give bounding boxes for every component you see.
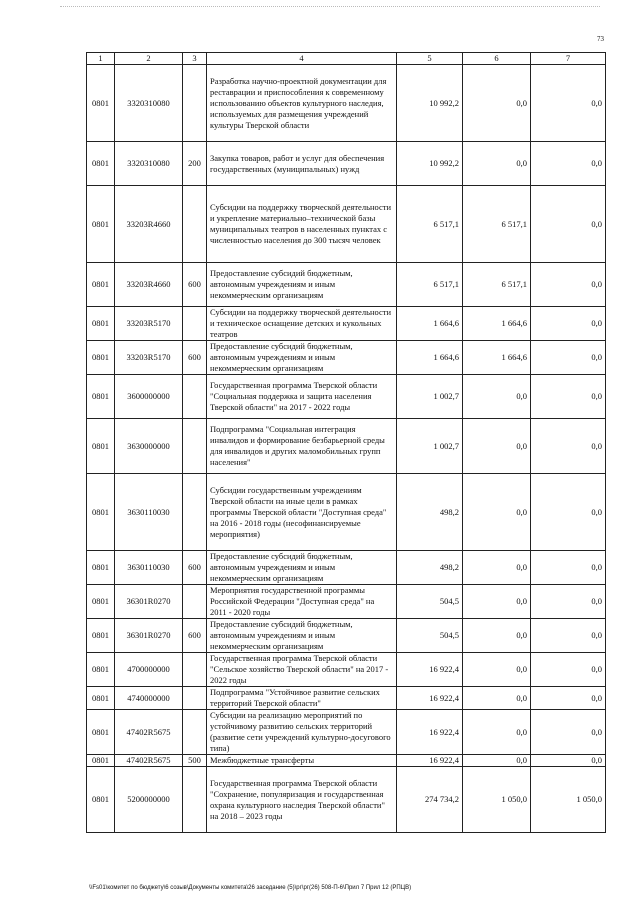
expense-type-cell: 200 bbox=[183, 142, 207, 186]
description-cell: Закупка товаров, работ и услуг для обеспечения государственных (муниципальных) нужд bbox=[207, 142, 397, 186]
amount-col5-cell: 498,2 bbox=[397, 551, 463, 585]
column-header: 7 bbox=[531, 53, 606, 65]
footer-file-path: \\Fs01\комитет по бюджету\6 созыв\Документы комитета\26 заседание (5)\рг\рг(26) 508-П-6\Прил 7 Прил 12 (РПЦВ) bbox=[89, 885, 412, 891]
amount-col7-cell: 0,0 bbox=[531, 307, 606, 341]
section-code-cell: 0801 bbox=[87, 755, 115, 767]
amount-col7-cell: 0,0 bbox=[531, 710, 606, 755]
amount-col6-cell: 1 050,0 bbox=[463, 767, 531, 833]
amount-col5-cell: 16 922,4 bbox=[397, 653, 463, 687]
target-article-cell: 3630000000 bbox=[115, 419, 183, 474]
expense-type-cell bbox=[183, 474, 207, 551]
target-article-cell: 3320310080 bbox=[115, 142, 183, 186]
table-row bbox=[87, 767, 606, 833]
section-code-cell: 0801 bbox=[87, 551, 115, 585]
top-edge-line bbox=[60, 6, 600, 7]
amount-col6-cell: 6 517,1 bbox=[463, 186, 531, 263]
expense-type-cell bbox=[183, 65, 207, 142]
target-article-cell: 47402R5675 bbox=[115, 755, 183, 767]
amount-col6-cell: 0,0 bbox=[463, 551, 531, 585]
budget-table bbox=[86, 52, 606, 833]
amount-col6-cell: 1 664,6 bbox=[463, 307, 531, 341]
description-cell: Разработка научно-проектной документации для реставрации и приспособления к современному использованию объектов культурного наследия, используемых для размещения учреждений культуры Тверской области bbox=[207, 65, 397, 142]
section-code-cell: 0801 bbox=[87, 710, 115, 755]
amount-col7-cell: 0,0 bbox=[531, 653, 606, 687]
amount-col6-cell: 0,0 bbox=[463, 755, 531, 767]
target-article-cell: 3600000000 bbox=[115, 375, 183, 419]
amount-col5-cell: 1 002,7 bbox=[397, 419, 463, 474]
target-article-cell: 4740000000 bbox=[115, 687, 183, 710]
description-cell: Подпрограмма "Социальная интеграция инвалидов и формирование безбарьерной среды для инвалидов и других маломобильных групп населения" bbox=[207, 419, 397, 474]
table-row bbox=[87, 142, 606, 186]
section-code-cell: 0801 bbox=[87, 619, 115, 653]
target-article-cell: 33203R4660 bbox=[115, 186, 183, 263]
description-cell: Субсидии на реализацию мероприятий по устойчивому развитию сельских территорий (развитие сети учреждений культурно-досугового типа) bbox=[207, 710, 397, 755]
description-cell: Предоставление субсидий бюджетным, автономным учреждениям и иным некоммерческим организациям bbox=[207, 341, 397, 375]
amount-col7-cell: 0,0 bbox=[531, 341, 606, 375]
expense-type-cell: 600 bbox=[183, 263, 207, 307]
amount-col5-cell: 16 922,4 bbox=[397, 755, 463, 767]
amount-col5-cell: 6 517,1 bbox=[397, 263, 463, 307]
amount-col5-cell: 1 664,6 bbox=[397, 341, 463, 375]
amount-col5-cell: 498,2 bbox=[397, 474, 463, 551]
section-code-cell: 0801 bbox=[87, 263, 115, 307]
expense-type-cell: 600 bbox=[183, 341, 207, 375]
section-code-cell: 0801 bbox=[87, 767, 115, 833]
amount-col5-cell: 504,5 bbox=[397, 619, 463, 653]
expense-type-cell bbox=[183, 186, 207, 263]
amount-col5-cell: 274 734,2 bbox=[397, 767, 463, 833]
description-cell: Субсидии на поддержку творческой деятельности и техническое оснащение детских и кукольных театров bbox=[207, 307, 397, 341]
section-code-cell: 0801 bbox=[87, 474, 115, 551]
description-cell: Предоставление субсидий бюджетным, автономным учреждениям и иным некоммерческим организациям bbox=[207, 551, 397, 585]
table-row bbox=[87, 710, 606, 755]
section-code-cell: 0801 bbox=[87, 186, 115, 263]
description-cell: Предоставление субсидий бюджетным, автономным учреждениям и иным некоммерческим организациям bbox=[207, 619, 397, 653]
amount-col7-cell: 0,0 bbox=[531, 474, 606, 551]
section-code-cell: 0801 bbox=[87, 653, 115, 687]
expense-type-cell bbox=[183, 419, 207, 474]
column-header: 4 bbox=[207, 53, 397, 65]
expense-type-cell bbox=[183, 307, 207, 341]
description-cell: Предоставление субсидий бюджетным, автономным учреждениям и иным некоммерческим организациям bbox=[207, 263, 397, 307]
target-article-cell: 3630110030 bbox=[115, 474, 183, 551]
section-code-cell: 0801 bbox=[87, 585, 115, 619]
amount-col7-cell: 0,0 bbox=[531, 687, 606, 710]
amount-col6-cell: 0,0 bbox=[463, 419, 531, 474]
section-code-cell: 0801 bbox=[87, 375, 115, 419]
amount-col5-cell: 6 517,1 bbox=[397, 186, 463, 263]
column-header: 5 bbox=[397, 53, 463, 65]
amount-col7-cell: 0,0 bbox=[531, 375, 606, 419]
section-code-cell: 0801 bbox=[87, 142, 115, 186]
page-number: 73 bbox=[597, 35, 604, 43]
expense-type-cell bbox=[183, 585, 207, 619]
expense-type-cell bbox=[183, 767, 207, 833]
target-article-cell: 5200000000 bbox=[115, 767, 183, 833]
table-row bbox=[87, 419, 606, 474]
table-row bbox=[87, 186, 606, 263]
amount-col7-cell: 0,0 bbox=[531, 142, 606, 186]
section-code-cell: 0801 bbox=[87, 307, 115, 341]
target-article-cell: 33203R4660 bbox=[115, 263, 183, 307]
amount-col5-cell: 16 922,4 bbox=[397, 710, 463, 755]
amount-col6-cell: 0,0 bbox=[463, 585, 531, 619]
amount-col5-cell: 10 992,2 bbox=[397, 142, 463, 186]
table-row bbox=[87, 375, 606, 419]
expense-type-cell bbox=[183, 375, 207, 419]
column-header: 6 bbox=[463, 53, 531, 65]
table-row bbox=[87, 307, 606, 341]
amount-col7-cell: 0,0 bbox=[531, 619, 606, 653]
description-cell: Подпрограмма "Устойчивое развитие сельских территорий Тверской области" bbox=[207, 687, 397, 710]
table-row bbox=[87, 755, 606, 767]
amount-col5-cell: 1 002,7 bbox=[397, 375, 463, 419]
table-row bbox=[87, 619, 606, 653]
amount-col6-cell: 0,0 bbox=[463, 142, 531, 186]
description-cell: Государственная программа Тверской области "Сохранение, популяризация и государственная охрана культурного наследия Тверской области" на 2018 – 2023 годы bbox=[207, 767, 397, 833]
description-cell: Субсидии государственным учреждениям Тверской области на иные цели в рамках программы Тверской области "Доступная среда" на 2016 - 2018 годы (несофинансируемые мероприятия) bbox=[207, 474, 397, 551]
target-article-cell: 3630110030 bbox=[115, 551, 183, 585]
expense-type-cell bbox=[183, 687, 207, 710]
section-code-cell: 0801 bbox=[87, 687, 115, 710]
amount-col6-cell: 6 517,1 bbox=[463, 263, 531, 307]
target-article-cell: 33203R5170 bbox=[115, 341, 183, 375]
expense-type-cell bbox=[183, 710, 207, 755]
target-article-cell: 36301R0270 bbox=[115, 619, 183, 653]
amount-col6-cell: 0,0 bbox=[463, 474, 531, 551]
table-row bbox=[87, 585, 606, 619]
amount-col6-cell: 0,0 bbox=[463, 375, 531, 419]
expense-type-cell: 600 bbox=[183, 551, 207, 585]
amount-col5-cell: 16 922,4 bbox=[397, 687, 463, 710]
table-row bbox=[87, 551, 606, 585]
table-header-row bbox=[87, 53, 606, 65]
amount-col7-cell: 0,0 bbox=[531, 585, 606, 619]
amount-col5-cell: 1 664,6 bbox=[397, 307, 463, 341]
amount-col7-cell: 0,0 bbox=[531, 65, 606, 142]
description-cell: Межбюджетные трансферты bbox=[207, 755, 397, 767]
table-row bbox=[87, 263, 606, 307]
expense-type-cell: 600 bbox=[183, 619, 207, 653]
amount-col7-cell: 0,0 bbox=[531, 419, 606, 474]
description-cell: Мероприятия государственной программы Российской Федерации "Доступная среда" на 2011 - 2020 годы bbox=[207, 585, 397, 619]
target-article-cell: 36301R0270 bbox=[115, 585, 183, 619]
table-row bbox=[87, 687, 606, 710]
amount-col5-cell: 504,5 bbox=[397, 585, 463, 619]
amount-col7-cell: 0,0 bbox=[531, 186, 606, 263]
amount-col7-cell: 0,0 bbox=[531, 551, 606, 585]
target-article-cell: 47402R5675 bbox=[115, 710, 183, 755]
target-article-cell: 4700000000 bbox=[115, 653, 183, 687]
column-header: 2 bbox=[115, 53, 183, 65]
amount-col6-cell: 0,0 bbox=[463, 653, 531, 687]
amount-col5-cell: 10 992,2 bbox=[397, 65, 463, 142]
column-header: 3 bbox=[183, 53, 207, 65]
table-row bbox=[87, 474, 606, 551]
column-header: 1 bbox=[87, 53, 115, 65]
amount-col6-cell: 1 664,6 bbox=[463, 341, 531, 375]
section-code-cell: 0801 bbox=[87, 341, 115, 375]
amount-col6-cell: 0,0 bbox=[463, 710, 531, 755]
expense-type-cell: 500 bbox=[183, 755, 207, 767]
amount-col6-cell: 0,0 bbox=[463, 619, 531, 653]
table-row bbox=[87, 65, 606, 142]
description-cell: Государственная программа Тверской области "Социальная поддержка и защита населения Тверской области" на 2017 - 2022 годы bbox=[207, 375, 397, 419]
amount-col7-cell: 0,0 bbox=[531, 263, 606, 307]
table-row bbox=[87, 341, 606, 375]
section-code-cell: 0801 bbox=[87, 419, 115, 474]
amount-col7-cell: 1 050,0 bbox=[531, 767, 606, 833]
section-code-cell: 0801 bbox=[87, 65, 115, 142]
description-cell: Государственная программа Тверской области "Сельское хозяйство Тверской области" на 2017 - 2022 годы bbox=[207, 653, 397, 687]
expense-type-cell bbox=[183, 653, 207, 687]
table-row bbox=[87, 653, 606, 687]
amount-col6-cell: 0,0 bbox=[463, 65, 531, 142]
target-article-cell: 3320310080 bbox=[115, 65, 183, 142]
amount-col6-cell: 0,0 bbox=[463, 687, 531, 710]
target-article-cell: 33203R5170 bbox=[115, 307, 183, 341]
amount-col7-cell: 0,0 bbox=[531, 755, 606, 767]
description-cell: Субсидии на поддержку творческой деятельности и укрепление материально–технической базы муниципальных театров в населенных пунктах с численностью населения до 300 тысяч человек bbox=[207, 186, 397, 263]
